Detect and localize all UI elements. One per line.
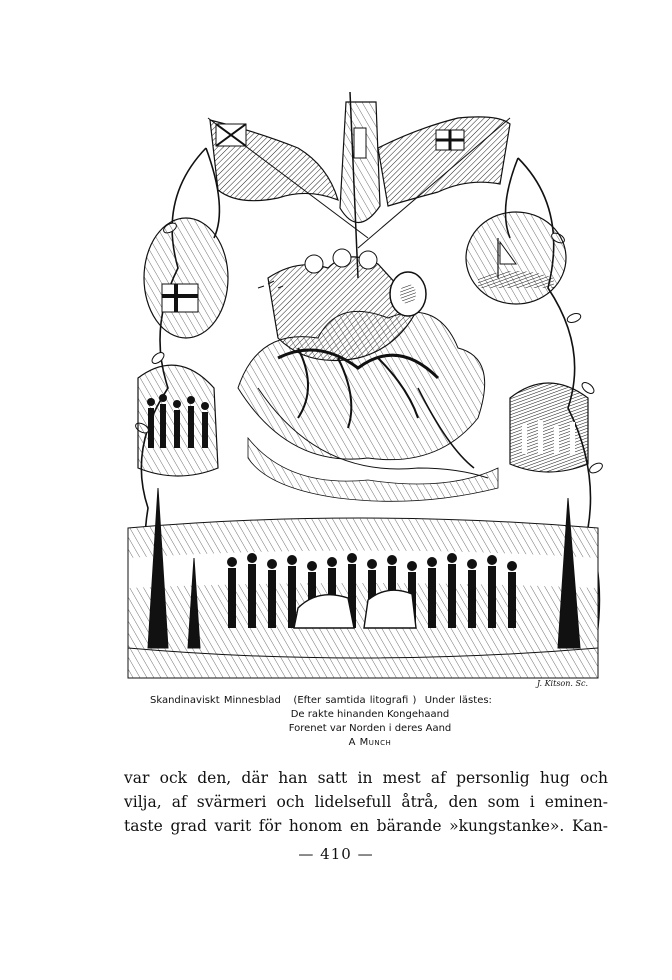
illustration-caption <box>150 694 590 750</box>
body-line-3: taste grad varit för honom en bärande »kungstanke». Kan- <box>124 817 608 835</box>
caption-author: A Munch <box>348 737 392 748</box>
medallion-right-upper <box>466 212 566 304</box>
medallion-left-lower <box>138 365 218 476</box>
caption-verse-line-2: Forenet var Norden i deres Aand <box>288 723 452 734</box>
flags-group <box>208 92 510 278</box>
bottom-panorama <box>128 488 598 678</box>
engraving-svg <box>118 88 608 688</box>
engraver-signature: J. Kitson. Sc. <box>536 679 588 688</box>
caption-first-line <box>150 694 590 708</box>
caption-intro: Under lästes: <box>424 695 492 706</box>
engraving-illustration <box>118 88 608 688</box>
medallion-right-lower <box>510 383 588 472</box>
central-allegory <box>238 249 498 501</box>
caption-verse-line-1: De rakte hinanden Kongehaand <box>290 709 450 720</box>
page-number: — 410 — <box>298 845 374 863</box>
body-line-2: vilja, af svärmeri och lidelsefull åtrå, den som i eminen- <box>124 793 608 811</box>
caption-title: Skandinaviskt Minnesblad <box>150 695 281 706</box>
medallion-left-upper <box>144 218 228 338</box>
body-line-1: var ock den, där han satt in mest af personlig hug och <box>124 769 608 787</box>
body-paragraph <box>124 766 608 838</box>
caption-source: (Efter samtida litografi ) <box>293 695 417 706</box>
